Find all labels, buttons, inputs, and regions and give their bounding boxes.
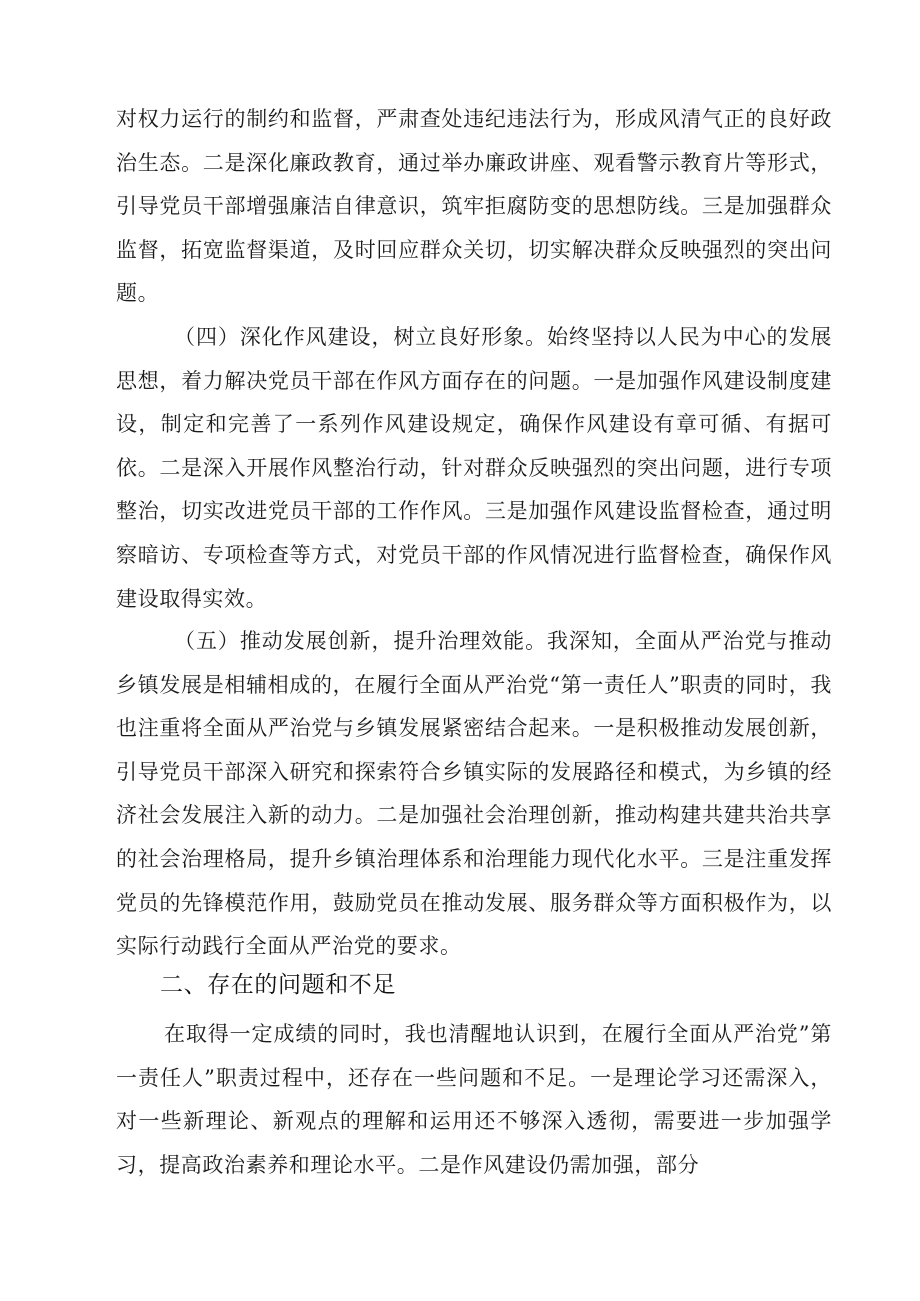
paragraph-supervision: 对权力运行的制约和监督，严肃查处违纪违法行为，形成风清气正的良好政治生态。二是深化廉政教育，通过举办廉政讲座、观看警示教育片等形式，引导党员干部增强廉洁自律意识，筑牢拒腐防变的思想防线。三是加强群众监督，拓宽监督渠道，及时回应群众关切，切实解决群众反映强烈的突出问题。 [116,107,832,306]
paragraph-problems-intro: 在取得一定成绩的同时，我也清醒地认识到，在履行全面从严治党”第一责任人”职责过程中，还存在一些问题和不足。一是理论学习还需深入，对一些新理论、新观点的理解和运用还不够深入透彻，需要进一步加强学习，提高政治素养和理论水平。二是作风建设仍需加强，部分 [116,1022,832,1177]
paragraph-development-innovation: （五）推动发展创新，提升治理效能。我深知，全面从严治党与推动乡镇发展是相辅相成的，在履行全面从严治党“第一责任人”职责的同时，我也注重将全面从严治党与乡镇发展紧密结合起来。一是积极推动发展创新，引导党员干部深入研究和探索符合乡镇实际的发展路径和模式，为乡镇的经济社会发展注入新的动力。二是加强社会治理创新，推动构建共建共治共享的社会治理格局，提升乡镇治理体系和治理能力现代化水平。三是注重发挥党员的先锋模范作用，鼓励党员在推动发展、服务群众等方面积极作为，以实际行动践行全面从严治党的要求。 [116,629,832,959]
section-heading-problems: 二、存在的问题和不足 [160,972,396,998]
paragraph-work-style: （四）深化作风建设，树立良好形象。始终坚持以人民为中心的发展思想，着力解决党员干部在作风方面存在的问题。一是加强作风建设制度建设，制定和完善了一系列作风建设规定，确保作风建设有章可循、有据可依。二是深入开展作风整治行动，针对群众反映强烈的突出问题，进行专项整治，切实改进党员干部的工作作风。三是加强作风建设监督检查，通过明察暗访、专项检查等方式，对党员干部的作风情况进行监督检查，确保作风建设取得实效。 [116,325,832,611]
